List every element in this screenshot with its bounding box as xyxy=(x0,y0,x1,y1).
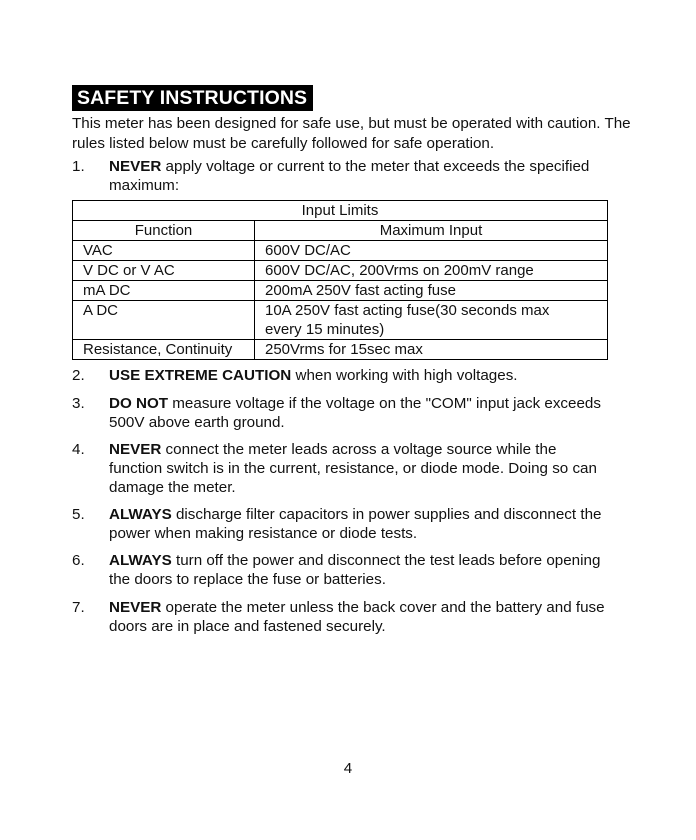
item-text xyxy=(109,157,612,195)
item-emphasis: NEVER xyxy=(109,599,162,616)
table-cell-maximum-input: 250Vrms for 15sec max xyxy=(255,340,608,360)
table-cell-maximum-input: 10A 250V fast acting fuse(30 seconds max every 15 minutes) xyxy=(255,301,608,340)
list-item xyxy=(72,394,612,432)
column-header-function: Function xyxy=(73,221,255,241)
intro-paragraph: This meter has been designed for safe use, but must be operated with caution. The rules listed below must be carefully followed for safe operation. xyxy=(72,115,631,152)
item-body: discharge filter capacitors in power supplies and disconnect the power when making resistance or diode tests. xyxy=(109,506,602,542)
item-number: 2. xyxy=(72,367,85,384)
list-item xyxy=(72,366,612,385)
item-number: 1. xyxy=(72,158,85,175)
page-number: 4 xyxy=(343,760,353,777)
list-item xyxy=(72,598,612,636)
list-item xyxy=(72,440,612,497)
table-cell-function: A DC xyxy=(73,301,255,340)
item-text xyxy=(109,394,612,432)
item-number: 5. xyxy=(72,506,85,523)
item-number: 6. xyxy=(72,552,85,569)
table-header-row xyxy=(73,221,608,241)
table-cell-function: Resistance, Continuity xyxy=(73,340,255,360)
item-emphasis: USE EXTREME CAUTION xyxy=(109,367,292,384)
item-body: apply voltage or current to the meter that exceeds the specified maximum: xyxy=(109,158,590,194)
item-emphasis: NEVER xyxy=(109,158,162,175)
table-cell-maximum-input: 200mA 250V fast acting fuse xyxy=(255,281,608,301)
item-emphasis: ALWAYS xyxy=(109,552,172,569)
section-heading: SAFETY INSTRUCTIONS xyxy=(72,85,313,111)
item-body: when working with high voltages. xyxy=(291,367,518,384)
item-emphasis: NEVER xyxy=(109,441,162,458)
item-body: connect the meter leads across a voltage source while the function switch is in the current, resistance, or diode mode. Doing so can damage the meter. xyxy=(109,441,597,496)
table-cell-function: VAC xyxy=(73,241,255,261)
item-text xyxy=(109,598,612,636)
item-body: operate the meter unless the back cover and the battery and fuse doors are in place and fastened securely. xyxy=(109,599,605,635)
table-cell-maximum-input: 600V DC/AC, 200Vrms on 200mV range xyxy=(255,261,608,281)
table-row xyxy=(73,241,608,261)
item-body: measure voltage if the voltage on the "COM" input jack exceeds 500V above earth ground. xyxy=(109,395,601,431)
item-number: 7. xyxy=(72,599,85,616)
item-body: turn off the power and disconnect the test leads before opening the doors to replace the fuse or batteries. xyxy=(109,552,601,588)
item-text xyxy=(109,440,612,497)
item-text xyxy=(109,366,612,385)
item-number: 4. xyxy=(72,441,85,458)
list-item xyxy=(72,505,612,543)
table-title-row xyxy=(73,201,608,221)
table-row xyxy=(73,261,608,281)
column-header-maximum-input: Maximum Input xyxy=(255,221,608,241)
item-emphasis: ALWAYS xyxy=(109,506,172,523)
table-cell-function: mA DC xyxy=(73,281,255,301)
table-row xyxy=(73,281,608,301)
input-limits-table xyxy=(72,200,608,360)
item-text xyxy=(109,551,612,589)
list-item xyxy=(72,551,612,589)
table-row xyxy=(73,301,608,340)
item-number: 3. xyxy=(72,395,85,412)
table-title: Input Limits xyxy=(73,201,608,221)
table-cell-function: V DC or V AC xyxy=(73,261,255,281)
list-item xyxy=(72,157,612,195)
item-emphasis: DO NOT xyxy=(109,395,169,412)
table-row xyxy=(73,340,608,360)
item-text xyxy=(109,505,612,543)
table-cell-maximum-input: 600V DC/AC xyxy=(255,241,608,261)
